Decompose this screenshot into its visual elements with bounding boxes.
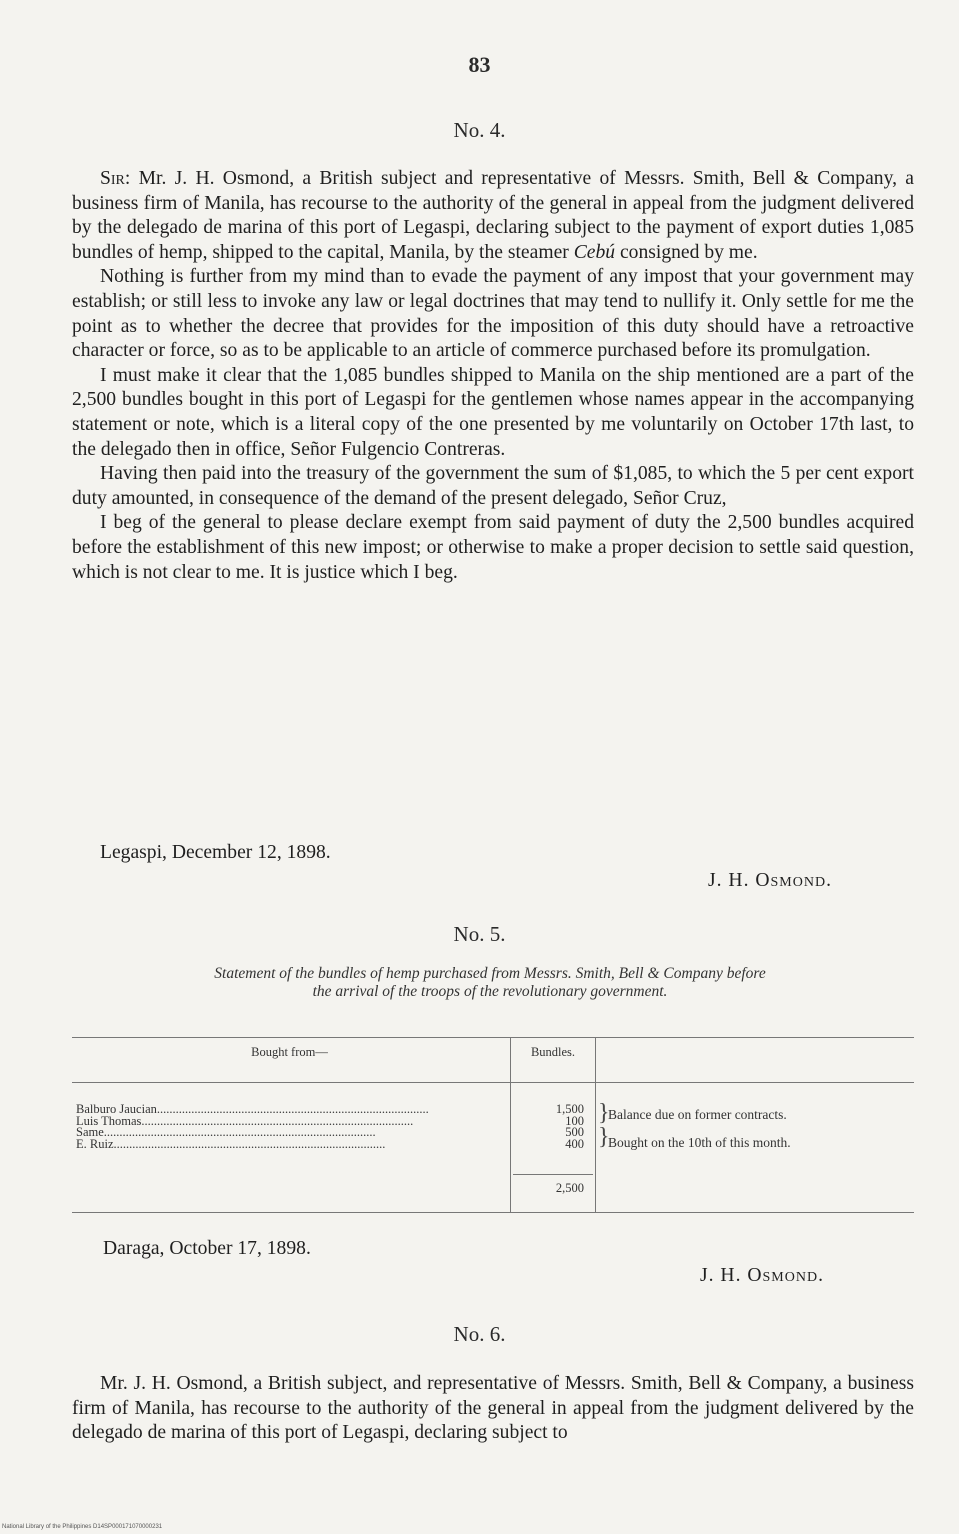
doc4-paragraph-4: Having then paid into the treasury of the government the sum of $1,085, to which the 5 per cent export duty amounted, in consequence of the demand of the present delegado, Señor Cruz, <box>72 463 914 509</box>
doc4-dateline: Legaspi, December 12, 1898. <box>100 842 331 863</box>
table-bottom-rule <box>72 1212 914 1213</box>
table-row-bundles: 500 <box>565 1125 584 1139</box>
doc4-paragraph-1-text: Mr. J. H. Osmond, a British subject and representative of Messrs. Smith, Bell & Company, a business firm of Manila, has recourse to the authority of the general in appeal from the judgment delivered by the delegado de marina of this port of Legaspi, declaring subject to the payment of export duties 1,085 bundles of hemp, shipped to the capital, Manila, by the steamer <box>72 168 914 263</box>
header-rule <box>72 1082 914 1083</box>
table-row-name: E. Ruiz....................................................................................... <box>76 1138 386 1150</box>
table-row-bundles: 1,500 <box>555 1102 584 1116</box>
doc4-signature: J. H. Osmond. <box>708 870 832 891</box>
table-row-bundles: 400 <box>565 1136 584 1151</box>
caption-line-2: the arrival of the troops of the revolutionary government. <box>312 983 668 1000</box>
doc5-dateline: Daraga, October 17, 1898. <box>103 1238 311 1259</box>
names-column <box>76 1104 508 1150</box>
salutation: Sir: <box>100 168 131 189</box>
doc5-heading: No. 5. <box>453 922 506 946</box>
doc6-heading: No. 6. <box>453 1322 506 1346</box>
page-number: 83 <box>468 52 491 77</box>
doc6-body <box>72 1372 914 1446</box>
doc4-body <box>72 167 914 585</box>
brace-icon: } <box>598 1124 610 1150</box>
doc4-paragraph-2: Nothing is further from my mind than to evade the payment of any impost that your government may establish; or still less to invoke any law or legal doctrines that may tend to nullify it. Only settle for me the point as to whether the decree that provides for the imposition of this duty should have a retroactive character or force, so as to be applicable to an article of commerce purchased before its promulgation. <box>72 266 914 362</box>
table-top-rule <box>72 1037 914 1038</box>
column-header-bundles: Bundles. <box>530 1045 576 1059</box>
caption-line-1: Statement of the bundles of hemp purchased from Messrs. Smith, Bell & Company before <box>214 965 766 982</box>
column-header-bought-from: Bought from— <box>251 1045 328 1059</box>
ship-name: Cebú <box>573 241 616 263</box>
column-divider-1 <box>510 1037 511 1212</box>
doc4-paragraph-5: I beg of the general to please declare exempt from said payment of duty the 2,500 bundles acquired before the establishment of this new impost; or otherwise to make a proper decision to settle said question, which is not clear to me. It is justice which I beg. <box>72 512 914 583</box>
bundles-column <box>524 1104 584 1150</box>
column-divider-2 <box>595 1037 596 1212</box>
table-row-name: Same....................................................................................... <box>76 1127 376 1139</box>
doc4-paragraph-1 <box>72 167 914 265</box>
doc5-signature: J. H. Osmond. <box>700 1265 824 1286</box>
doc6-paragraph: Mr. J. H. Osmond, a British subject, and representative of Messrs. Smith, Bell & Company, a business firm of Manila, has recourse to the authority of the general in appeal from the judgment delivered by the delegado de marina of this port of Legaspi, declaring subject to <box>72 1373 914 1444</box>
remark-bought-10th: Bought on the 10th of this month. <box>608 1135 791 1150</box>
total-rule <box>513 1174 593 1175</box>
doc4-paragraph-3: I must make it clear that the 1,085 bundles shipped to Manila on the ship mentioned are a part of the 2,500 bundles bought in this port of Legaspi for the gentlemen whose names appear in the accompanying statement or note, which is a literal copy of the one presented by me voluntarily on October 17th last, to the delegado then in office, Señor Fulgencio Contreras. <box>72 364 914 460</box>
table-row-name: Luis Thomas....................................................................................... <box>76 1115 414 1127</box>
table-row-bundles: 100 <box>565 1113 584 1128</box>
statement-caption <box>100 965 880 1001</box>
doc4-heading: No. 4. <box>453 118 506 142</box>
table-row-name: Balburo Jaucian....................................................................................... <box>76 1104 429 1116</box>
library-footer: National Library of the Philippines D14SP000171070000231 <box>2 1524 163 1530</box>
remark-former-contracts: Balance due on former contracts. <box>608 1107 787 1122</box>
doc4-paragraph-1-end: consigned by me. <box>619 241 758 263</box>
bundles-total: 2,500 <box>555 1181 584 1195</box>
brace-icon: } <box>598 1100 610 1126</box>
